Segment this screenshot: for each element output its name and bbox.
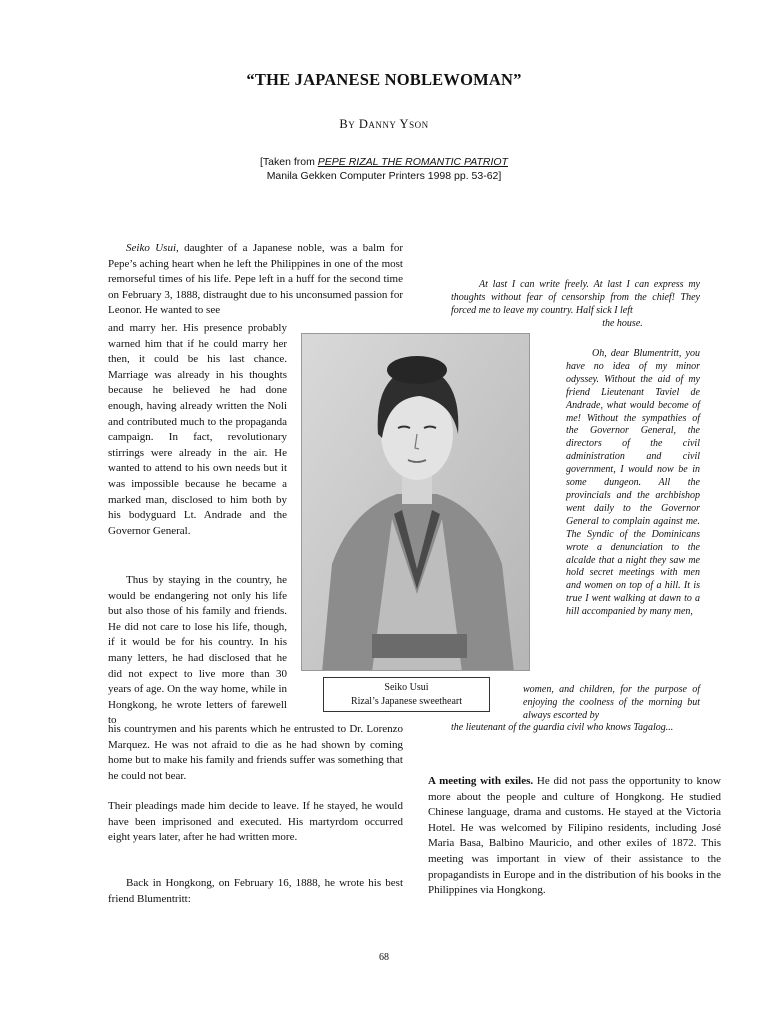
p4-text: Back in Hongkong, on February 16, 1888, he wrote his best friend Blumentritt: [108,877,403,905]
source-book-title: PEPE RIZAL THE ROMANTIC PATRIOT [317,156,508,168]
p2-narrow-text: Thus by staying in the country, he would be endangering not only his life but also those of his family and friends. He did not care to lose his life, though, if it would be for his country. In his many letters, he had disclosed that he did not expect to live more than 30 years of age. On the way home, while in Hongkong, he wrote letters of farewell to [108,574,287,727]
caption-description: Rizal’s Japanese sweetheart [350,695,463,707]
letter-part-2 [566,348,700,619]
left-paragraph-4 [108,876,403,907]
source-line-1 [0,155,768,169]
photo-caption [323,677,490,712]
letter-closing: the lieutenant of the guardia civil who knows Tagalog... [451,722,674,733]
left-paragraph-3 [108,799,403,846]
byline: By Danny Yson [339,117,429,131]
letter-part-3 [523,684,700,723]
letter-body: Oh, dear Blumentritt, you have no idea of my minor odyssey. Without the aid of my friend Lieutenant Taviel de Andrade, what would become of me! Without the sympathies of the Governor General, the directors of the civil administration and civil government, I would now be in some dungeon. All the provincials and the archbishop went daily to the Governor General to complain against me. The Syndic of the Dominicans wrote a denunciation to the alcalde that a night they saw me hold secret meetings with men and women on top of a hill. It is true I went walking at dawn to a hill accompanied by many men, [566,348,700,618]
article-title: “THE JAPANESE NOBLEWOMAN” [246,70,522,89]
source-citation [0,155,768,183]
p3-text: Their pleadings made him decide to leave. If he stayed, he would have been imprisoned and executed. His martyrdom occurred eight years later, after he had written more. [108,800,403,844]
section-heading-exiles: A meeting with exiles. [428,775,534,787]
left-paragraph-1-top [108,241,403,319]
portrait-illustration [302,334,530,671]
left-paragraph-2-narrow [108,573,287,729]
letter-continuation: women, and children, for the purpose of enjoying the coolness of the morning but always escorted by [523,684,700,721]
source-line-2: Manila Gekken Computer Printers 1998 pp. 53-62] [266,170,502,182]
letter-opening-end: the house. [602,317,643,329]
source-prefix: [Taken from [260,156,318,168]
letter-part-1 [451,279,700,331]
left-paragraph-1-narrow [108,321,287,539]
page-number: 68 [379,952,389,963]
exiles-text: He did not pass the opportunity to know more about the people and culture of Hongkong. He studied Chinese language, drama and customs. He stayed at the Victoria Hotel. He was welcomed by Filipino residents, including José Maria Basa, Balbino Mauricio, and other exiles of 1872. This meeting was important in view of their assistance to the propagandists in Europe and in the distribution of his books in the Philippines via Hongkong. [428,775,721,897]
letter-part-4 [451,722,700,735]
p1-rest: daughter of a Japanese noble, was a balm for Pepe’s aching heart when he left the Philippines in one of the most remorseful times of his life. Pepe left in a huff for the second time on February 3, 1888, distraught due to his unconsumed passion for Leonor. He wanted to see [108,242,403,317]
caption-name: Seiko Usui [384,682,429,693]
left-paragraph-2-wide [108,722,403,784]
right-paragraph-exiles [428,774,721,899]
portrait-photo [301,333,530,671]
letter-opening: At last I can write freely. At last I can express my thoughts without fear of censorship from the chief! They forced me to leave my country. Half sick I left [451,279,700,316]
p2-wide-text: his countrymen and his parents which he entrusted to Dr. Lorenzo Marquez. He was not afraid to die as he had shown by coming home but to make his family and friends suffer was something that he could not bear. [108,723,403,782]
p1-narrow-text: and marry her. His presence probably warned him that if he could marry her then, it could be his last chance. Marriage was already in his thoughts because he believed he had done enough, having already written the Noli and contributed much to the propaganda campaign. In fact, revolutionary stirrings were already in the air. He wanted to attend to his own needs but it was impossible because he became a marked man, disclosed to him both by his bodyguard Lt. Andrade and the Governor General. [108,322,287,537]
subject-name: Seiko Usui, [126,242,179,254]
